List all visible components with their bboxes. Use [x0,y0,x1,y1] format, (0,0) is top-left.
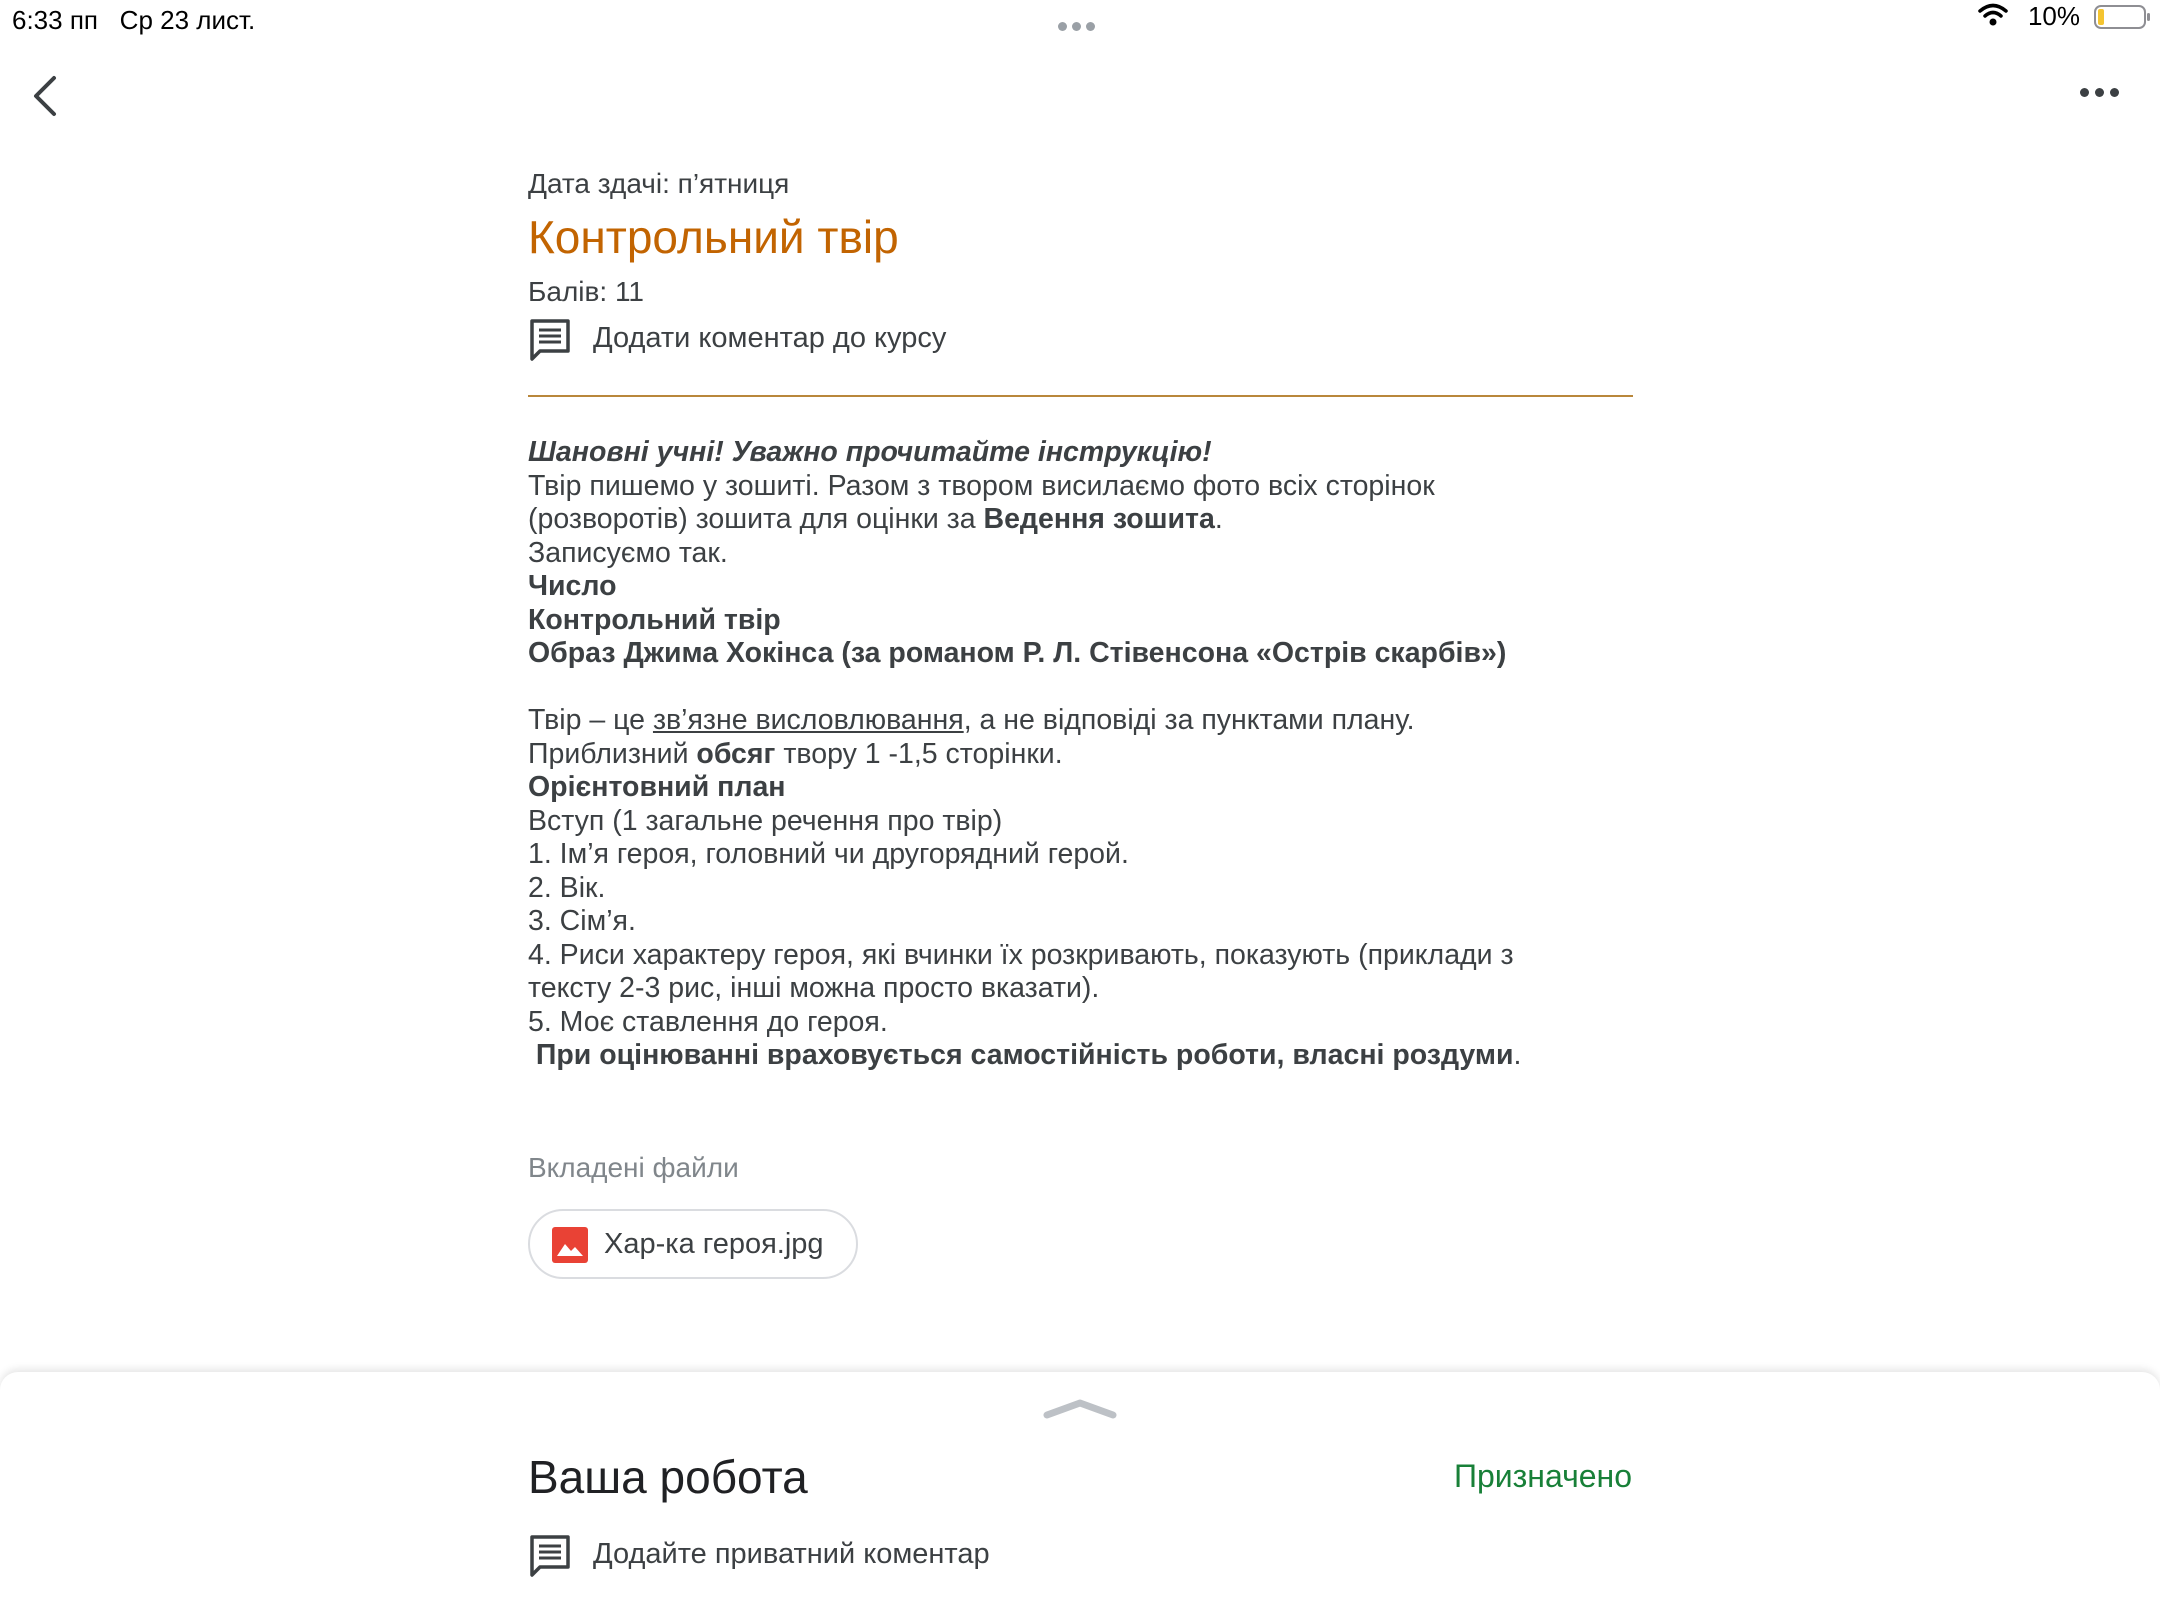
instructions-line: Твір пишемо у зошиті. Разом з твором висилаємо фото всіх сторінок [528,469,1435,502]
image-icon [552,1227,588,1263]
attachment-chip[interactable] [528,1209,858,1279]
instructions-line: Твір – це зв’язне висловлювання, а не відповіді за пунктами плану. [528,704,1415,736]
header-divider [528,395,1633,397]
instructions-line: Число [528,570,617,602]
instructions-line: тексту 2-3 рис, інші можна просто вказати). [528,972,1100,1004]
status-bar [0,0,2160,40]
instructions-line: Орієнтовний план [528,771,786,803]
instructions-spacer [528,671,1633,705]
assignment-instructions [528,436,1633,1073]
instructions-line: Шановні учні! Уважно прочитайте інструкцію! [528,436,1212,468]
back-icon[interactable] [30,72,60,120]
instructions-line: 2. Вік. [528,871,606,904]
status-time: 6:33 пп [12,5,98,35]
points: Балів: 11 [528,276,645,307]
your-work-title: Ваша робота [528,1451,808,1503]
attachments-heading: Вкладені файли [528,1152,739,1183]
instructions-line: Образ Джима Хокінса (за романом Р. Л. Стівенсона «Острів скарбів») [528,637,1507,669]
comment-icon [528,1534,572,1578]
attachment-file-name: Хар-ка героя.jpg [604,1228,824,1260]
assignment-status: Призначено [1453,1458,1632,1494]
comment-icon [528,318,572,362]
wifi-icon [1978,2,2008,28]
instructions-line: Приблизний обсяг твору 1 -1,5 сторінки. [528,737,1063,770]
add-class-comment-label: Додати коментар до курсу [593,322,947,354]
instructions-line: 4. Риси характеру героя, які вчинки їх розкривають, показують (приклади з [528,938,1514,971]
instructions-line: (розворотів) зошита для оцінки за Ведення зошита. [528,503,1223,535]
due-date: Дата здачі: п’ятниця [528,168,790,199]
battery-percent: 10% [2027,1,2080,31]
battery-icon [2094,5,2152,29]
multitasking-dots-icon[interactable] [1058,18,1100,36]
add-private-comment-label: Додайте приватний коментар [593,1538,990,1570]
instructions-line: 3. Сім’я. [528,905,636,937]
status-time-date [12,5,255,36]
instructions-line: Контрольний твір [528,603,781,636]
assignment-title: Контрольний твір [528,211,899,263]
instructions-line: Записуємо так. [528,536,728,569]
instructions-line: Вступ (1 загальне речення про твір) [528,804,1003,837]
chevron-up-icon[interactable] [1043,1397,1117,1419]
instructions-line: 1. Ім’я героя, головний чи другорядний герой. [528,838,1129,870]
status-date: Ср 23 лист. [119,5,256,35]
more-options-icon[interactable] [2080,84,2136,108]
instructions-line: 5. Моє ставлення до героя. [528,1005,888,1038]
your-work-sheet[interactable] [0,1372,2160,1620]
instructions-line: При оцінюванні враховується самостійність роботи, власні роздуми. [528,1039,1522,1071]
